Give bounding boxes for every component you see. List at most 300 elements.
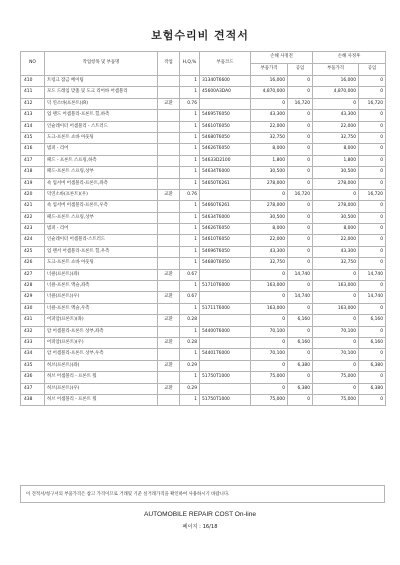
row-no: 436	[21, 372, 45, 383]
table-row	[21, 269, 386, 280]
row-labor-before: 0	[288, 132, 313, 143]
row-labor-before: 0	[288, 155, 313, 166]
row-part-code	[200, 383, 251, 394]
row-hq: 0.67	[180, 269, 200, 280]
row-labor-before: 0	[288, 246, 313, 257]
table-row	[21, 178, 386, 189]
row-labor-before: 0	[288, 212, 313, 223]
table-row	[21, 110, 386, 121]
row-part-code: 54610T6050	[200, 235, 251, 246]
row-part-code: 31340T6600	[200, 76, 251, 87]
row-no: 433	[21, 337, 45, 348]
row-part-price-after: 0	[313, 360, 359, 371]
row-part-price-after: 278,000	[313, 201, 359, 212]
row-work-type: 교환	[158, 360, 180, 371]
row-part-price-before: 22,000	[251, 121, 288, 132]
row-part-price-after: 0	[313, 269, 359, 280]
row-hq: 1	[180, 246, 200, 257]
row-labor-after: 0	[359, 110, 386, 121]
row-labor-after: 0	[359, 349, 386, 360]
row-part-price-after: 70,100	[313, 326, 359, 337]
row-labor-after: 0	[359, 178, 386, 189]
row-item-name: 덕연소바(프론트)(우)	[45, 189, 158, 200]
row-item-name: 허브 어셈블리 - 프론트 휠	[45, 372, 158, 383]
row-hq: 1	[180, 224, 200, 235]
row-part-price-before: 70,100	[251, 349, 288, 360]
row-part-price-after: 75,000	[313, 394, 359, 405]
row-labor-after: 0	[359, 394, 386, 405]
row-part-price-after: 0	[313, 98, 359, 109]
row-hq: 1	[180, 76, 200, 87]
row-labor-after: 0	[359, 144, 386, 155]
row-labor-after: 0	[359, 132, 386, 143]
row-labor-before: 0	[288, 349, 313, 360]
row-labor-after: 0	[359, 258, 386, 269]
row-labor-before: 0	[288, 87, 313, 98]
row-part-price-after: 30,500	[313, 167, 359, 178]
row-labor-before: 0	[288, 235, 313, 246]
row-no: 413	[21, 110, 45, 121]
row-labor-before: 0	[288, 201, 313, 212]
table-row	[21, 360, 386, 371]
row-hq: 0.29	[180, 360, 200, 371]
table-row	[21, 132, 386, 143]
row-no: 410	[21, 76, 45, 87]
row-item-name: 패드-프론트 스프링,상부	[45, 167, 158, 178]
row-labor-after: 16,720	[359, 98, 386, 109]
row-part-price-after: 278,000	[313, 178, 359, 189]
row-no: 427	[21, 269, 45, 280]
disclaimer-note: 이 견적서/청구서의 부품가격은 참고 가격이므로 거래및 기준 실거래가격을 확인하여 사용하시기 바랍니다.	[20, 485, 385, 503]
row-work-type	[158, 326, 180, 337]
row-no: 417	[21, 155, 45, 166]
row-part-code: 51710T6000	[200, 281, 251, 292]
row-part-price-after: 4,870,000	[313, 87, 359, 98]
table-row	[21, 258, 386, 269]
row-labor-after: 0	[359, 121, 386, 132]
header-part-price-before: 부품가격	[251, 64, 288, 76]
row-part-price-before: 0	[251, 98, 288, 109]
header-hq: H,Q,%	[180, 52, 200, 76]
row-part-price-before: 1,800	[251, 155, 288, 166]
row-part-code: 54634T6000	[200, 212, 251, 223]
row-hq: 1	[180, 121, 200, 132]
row-labor-after: 0	[359, 326, 386, 337]
row-work-type: 교환	[158, 383, 180, 394]
row-labor-before: 6,380	[288, 360, 313, 371]
row-no: 418	[21, 167, 45, 178]
row-work-type	[158, 76, 180, 87]
row-hq: 1	[180, 144, 200, 155]
row-part-code: 54695T6050	[200, 110, 251, 121]
row-part-price-after: 0	[313, 337, 359, 348]
header-before-adjustment: 손해 사정전	[251, 52, 313, 64]
table-row	[21, 224, 386, 235]
row-no: 431	[21, 315, 45, 326]
row-work-type	[158, 212, 180, 223]
row-labor-after: 0	[359, 201, 386, 212]
row-hq: 1	[180, 372, 200, 383]
row-no: 432	[21, 326, 45, 337]
row-hq: 0.28	[180, 315, 200, 326]
row-labor-after: 0	[359, 281, 386, 292]
row-labor-before: 6,380	[288, 383, 313, 394]
row-hq: 1	[180, 258, 200, 269]
row-part-price-before: 32,750	[251, 132, 288, 143]
table-row	[21, 98, 386, 109]
row-part-code	[200, 269, 251, 280]
row-item-name: 트렁크 잠금 베이팀	[45, 76, 158, 87]
row-part-code: 51711T6000	[200, 303, 251, 314]
row-item-name: 허브 어셈블리 - 프론트 휠	[45, 394, 158, 405]
row-hq: 0.76	[180, 98, 200, 109]
header-work: 작업	[158, 52, 180, 76]
row-hq: 1	[180, 212, 200, 223]
row-no: 414	[21, 121, 45, 132]
row-hq: 0.67	[180, 292, 200, 303]
row-no: 426	[21, 258, 45, 269]
row-item-name: 덕 연소바(프론트)(R)	[45, 98, 158, 109]
row-no: 434	[21, 349, 45, 360]
row-work-type	[158, 87, 180, 98]
row-labor-before: 0	[288, 372, 313, 383]
row-part-code: 54660T6261	[200, 201, 251, 212]
table-header	[21, 52, 386, 76]
table-row	[21, 315, 386, 326]
row-part-code: 54626T6050	[200, 144, 251, 155]
row-part-price-before: 8,000	[251, 224, 288, 235]
row-part-price-after: 0	[313, 383, 359, 394]
header-item: 작업항목 및 부품명	[45, 52, 158, 76]
row-item-name: 너클-프론트 액슬,좌측	[45, 281, 158, 292]
row-item-name: 도크-프론트 쇼바 아웃팅	[45, 132, 158, 143]
row-labor-before: 14,740	[288, 269, 313, 280]
row-no: 416	[21, 144, 45, 155]
row-hq: 1	[180, 132, 200, 143]
row-part-price-before: 278,000	[251, 178, 288, 189]
row-part-code: 54400T6000	[200, 326, 251, 337]
row-hq: 1	[180, 349, 200, 360]
row-part-price-before: 75,000	[251, 372, 288, 383]
row-item-name: 패드 - 프론트 스프링,하측	[45, 155, 158, 166]
row-item-name: 인슐레이터 어셈블리 - 스트러드	[45, 121, 158, 132]
table-row	[21, 337, 386, 348]
row-hq: 1	[180, 178, 200, 189]
row-no: 425	[21, 246, 45, 257]
row-item-name: 허브(프론트)(좌)	[45, 360, 158, 371]
row-part-price-before: 4,870,000	[251, 87, 288, 98]
row-item-name: 범퍼 - 리어	[45, 224, 158, 235]
row-part-code: 54401T6000	[200, 349, 251, 360]
table-row	[21, 76, 386, 87]
header-labor-before: 공임	[288, 64, 313, 76]
row-no: 415	[21, 132, 45, 143]
row-labor-after: 0	[359, 246, 386, 257]
row-work-type	[158, 201, 180, 212]
row-hq: 1	[180, 167, 200, 178]
row-no: 424	[21, 235, 45, 246]
row-no: 428	[21, 281, 45, 292]
row-work-type	[158, 155, 180, 166]
row-part-price-after: 70,100	[313, 349, 359, 360]
row-part-price-after: 163,000	[313, 281, 359, 292]
row-hq: 1	[180, 87, 200, 98]
row-part-price-after: 22,000	[313, 235, 359, 246]
row-part-code: 54680T6050	[200, 258, 251, 269]
row-work-type	[158, 121, 180, 132]
row-part-price-before: 8,000	[251, 144, 288, 155]
row-labor-before: 0	[288, 303, 313, 314]
row-item-name: 허브(프론트)(우)	[45, 383, 158, 394]
row-labor-before: 6,160	[288, 315, 313, 326]
row-part-code	[200, 337, 251, 348]
row-part-code: 45600A3DA0	[200, 87, 251, 98]
row-part-price-before: 0	[251, 360, 288, 371]
row-labor-after: 14,740	[359, 292, 386, 303]
row-part-price-before: 43,300	[251, 246, 288, 257]
row-labor-before: 14,740	[288, 292, 313, 303]
table-row	[21, 349, 386, 360]
table-row	[21, 292, 386, 303]
row-labor-before: 0	[288, 144, 313, 155]
row-part-price-after: 16,000	[313, 76, 359, 87]
row-part-code	[200, 315, 251, 326]
row-labor-before: 0	[288, 258, 313, 269]
row-part-price-after: 32,750	[313, 258, 359, 269]
row-item-name: 암 어셈블리-프론트 상부,좌측	[45, 326, 158, 337]
row-item-name: 너클(프론트)(좌)	[45, 269, 158, 280]
row-part-code: 54626T6050	[200, 224, 251, 235]
row-hq: 1	[180, 155, 200, 166]
table-row	[21, 189, 386, 200]
row-work-type	[158, 258, 180, 269]
row-hq: 1	[180, 110, 200, 121]
table-row	[21, 121, 386, 132]
row-no: 411	[21, 87, 45, 98]
row-part-price-before: 22,000	[251, 235, 288, 246]
row-labor-after: 0	[359, 87, 386, 98]
header-after-adjustment: 손해 사정후	[313, 52, 386, 64]
row-part-price-before: 30,500	[251, 212, 288, 223]
row-part-code: 54634T6000	[200, 167, 251, 178]
row-work-type	[158, 132, 180, 143]
row-part-price-after: 1,800	[313, 155, 359, 166]
estimate-table	[20, 51, 386, 406]
row-no: 429	[21, 292, 45, 303]
row-part-price-after: 30,500	[313, 212, 359, 223]
row-no: 412	[21, 98, 45, 109]
row-part-price-before: 0	[251, 292, 288, 303]
row-item-name: 암 어셈블리-프론트 상부,우측	[45, 349, 158, 360]
table-row	[21, 201, 386, 212]
table-row	[21, 372, 386, 383]
table-row	[21, 383, 386, 394]
row-hq: 0.76	[180, 189, 200, 200]
row-labor-after: 6,380	[359, 360, 386, 371]
row-work-type	[158, 394, 180, 405]
row-work-type: 교환	[158, 189, 180, 200]
row-part-code: 54680T6050	[200, 132, 251, 143]
row-work-type	[158, 144, 180, 155]
row-work-type	[158, 178, 180, 189]
table-body	[21, 76, 386, 406]
row-labor-before: 0	[288, 394, 313, 405]
row-part-code: 54633D2100	[200, 155, 251, 166]
row-labor-after: 0	[359, 76, 386, 87]
row-part-price-after: 22,000	[313, 121, 359, 132]
row-part-price-after: 43,300	[313, 246, 359, 257]
row-work-type	[158, 110, 180, 121]
row-labor-after: 0	[359, 303, 386, 314]
row-labor-after: 0	[359, 224, 386, 235]
table-row	[21, 281, 386, 292]
row-part-price-before: 70,100	[251, 326, 288, 337]
row-work-type: 교환	[158, 98, 180, 109]
row-no: 435	[21, 360, 45, 371]
row-hq: 1	[180, 303, 200, 314]
header-part-code: 부품코드	[200, 52, 251, 76]
row-hq: 0.28	[180, 337, 200, 348]
row-part-code	[200, 292, 251, 303]
header-part-price-after: 부품가격	[313, 64, 359, 76]
row-item-name: 인슐레이터 어셈블리-스트러드	[45, 235, 158, 246]
table-row	[21, 235, 386, 246]
row-labor-after: 0	[359, 372, 386, 383]
row-hq: 1	[180, 394, 200, 405]
row-part-price-before: 0	[251, 315, 288, 326]
row-item-name: 쇽 업서버 어셈블리-프론트,좌측	[45, 178, 158, 189]
row-labor-after: 6,380	[359, 383, 386, 394]
footer-title: AUTOMOBILE REPAIR COST On-line	[143, 511, 257, 518]
row-no: 430	[21, 303, 45, 314]
row-item-name: 범퍼 - 리어	[45, 144, 158, 155]
row-labor-before: 16,720	[288, 189, 313, 200]
row-part-price-before: 0	[251, 383, 288, 394]
row-labor-before: 0	[288, 326, 313, 337]
row-part-price-before: 30,500	[251, 167, 288, 178]
row-part-code	[200, 189, 251, 200]
row-work-type: 교환	[158, 269, 180, 280]
row-hq: 1	[180, 326, 200, 337]
row-labor-before: 6,160	[288, 337, 313, 348]
row-labor-after: 0	[359, 235, 386, 246]
table-row	[21, 167, 386, 178]
row-part-code: 51750T1000	[200, 394, 251, 405]
row-part-price-after: 0	[313, 315, 359, 326]
row-no: 437	[21, 383, 45, 394]
row-part-price-after: 0	[313, 292, 359, 303]
row-labor-before: 0	[288, 281, 313, 292]
row-labor-before: 0	[288, 178, 313, 189]
row-no: 420	[21, 189, 45, 200]
row-hq: 1	[180, 201, 200, 212]
row-labor-before: 16,720	[288, 98, 313, 109]
row-hq: 1	[180, 235, 200, 246]
row-item-name: 업 랜서 어셈블리-프론트 힐,우측	[45, 246, 158, 257]
table-row	[21, 87, 386, 98]
row-part-price-before: 16,000	[251, 76, 288, 87]
table-row	[21, 246, 386, 257]
table-row	[21, 394, 386, 405]
row-part-code: 54610T6050	[200, 121, 251, 132]
table-row	[21, 155, 386, 166]
row-labor-after: 6,160	[359, 337, 386, 348]
row-work-type	[158, 372, 180, 383]
row-item-name: 쇽 업서버 어셈블리-프론트,우측	[45, 201, 158, 212]
row-work-type	[158, 349, 180, 360]
row-part-price-before: 278,000	[251, 201, 288, 212]
row-labor-after: 0	[359, 167, 386, 178]
row-work-type: 교환	[158, 315, 180, 326]
row-part-price-before: 43,300	[251, 110, 288, 121]
table-row	[21, 144, 386, 155]
row-item-name: 어퍼암(프론트)(우)	[45, 337, 158, 348]
row-labor-after: 16,720	[359, 189, 386, 200]
row-item-name: 업 랜드 어셈블리-프론트 힐,하측	[45, 110, 158, 121]
row-part-price-before: 75,000	[251, 394, 288, 405]
row-part-code	[200, 98, 251, 109]
row-work-type	[158, 303, 180, 314]
row-part-price-after: 43,300	[313, 110, 359, 121]
row-part-price-after: 75,000	[313, 372, 359, 383]
row-part-price-before: 163,000	[251, 281, 288, 292]
row-item-name: 어퍼암(프론트)(좌)	[45, 315, 158, 326]
row-no: 423	[21, 224, 45, 235]
header-no: NO	[21, 52, 45, 76]
table-row	[21, 212, 386, 223]
row-part-price-before: 0	[251, 189, 288, 200]
row-part-price-before: 0	[251, 269, 288, 280]
row-part-price-before: 32,750	[251, 258, 288, 269]
row-work-type	[158, 235, 180, 246]
row-part-price-after: 163,000	[313, 303, 359, 314]
row-labor-before: 0	[288, 110, 313, 121]
row-labor-after: 0	[359, 155, 386, 166]
row-labor-before: 0	[288, 167, 313, 178]
row-labor-before: 0	[288, 121, 313, 132]
row-work-type	[158, 224, 180, 235]
row-work-type	[158, 281, 180, 292]
header-labor-after: 공임	[359, 64, 386, 76]
row-no: 419	[21, 178, 45, 189]
row-labor-before: 0	[288, 224, 313, 235]
row-part-price-after: 32,750	[313, 132, 359, 143]
row-work-type: 교환	[158, 337, 180, 348]
row-labor-after: 0	[359, 212, 386, 223]
row-part-price-before: 0	[251, 337, 288, 348]
document-title: 보험수리비 견적서	[151, 29, 249, 42]
row-item-name: 모드 드레임 맞춤 및 도크 리어바 어셈블리	[45, 87, 158, 98]
row-work-type	[158, 246, 180, 257]
row-part-code: 54696T6050	[200, 246, 251, 257]
table-row	[21, 303, 386, 314]
row-no: 422	[21, 212, 45, 223]
row-part-code: 51750T1000	[200, 372, 251, 383]
row-no: 421	[21, 201, 45, 212]
row-labor-after: 14,740	[359, 269, 386, 280]
table-row	[21, 326, 386, 337]
row-hq: 1	[180, 281, 200, 292]
row-no: 438	[21, 394, 45, 405]
row-hq: 0.29	[180, 383, 200, 394]
row-part-price-after: 8,000	[313, 224, 359, 235]
row-part-price-after: 8,000	[313, 144, 359, 155]
row-part-code: 54650T6261	[200, 178, 251, 189]
row-labor-before: 0	[288, 76, 313, 87]
row-item-name: 패드-프론트 스프링,상부	[45, 212, 158, 223]
row-labor-after: 6,160	[359, 315, 386, 326]
row-work-type: 교환	[158, 292, 180, 303]
